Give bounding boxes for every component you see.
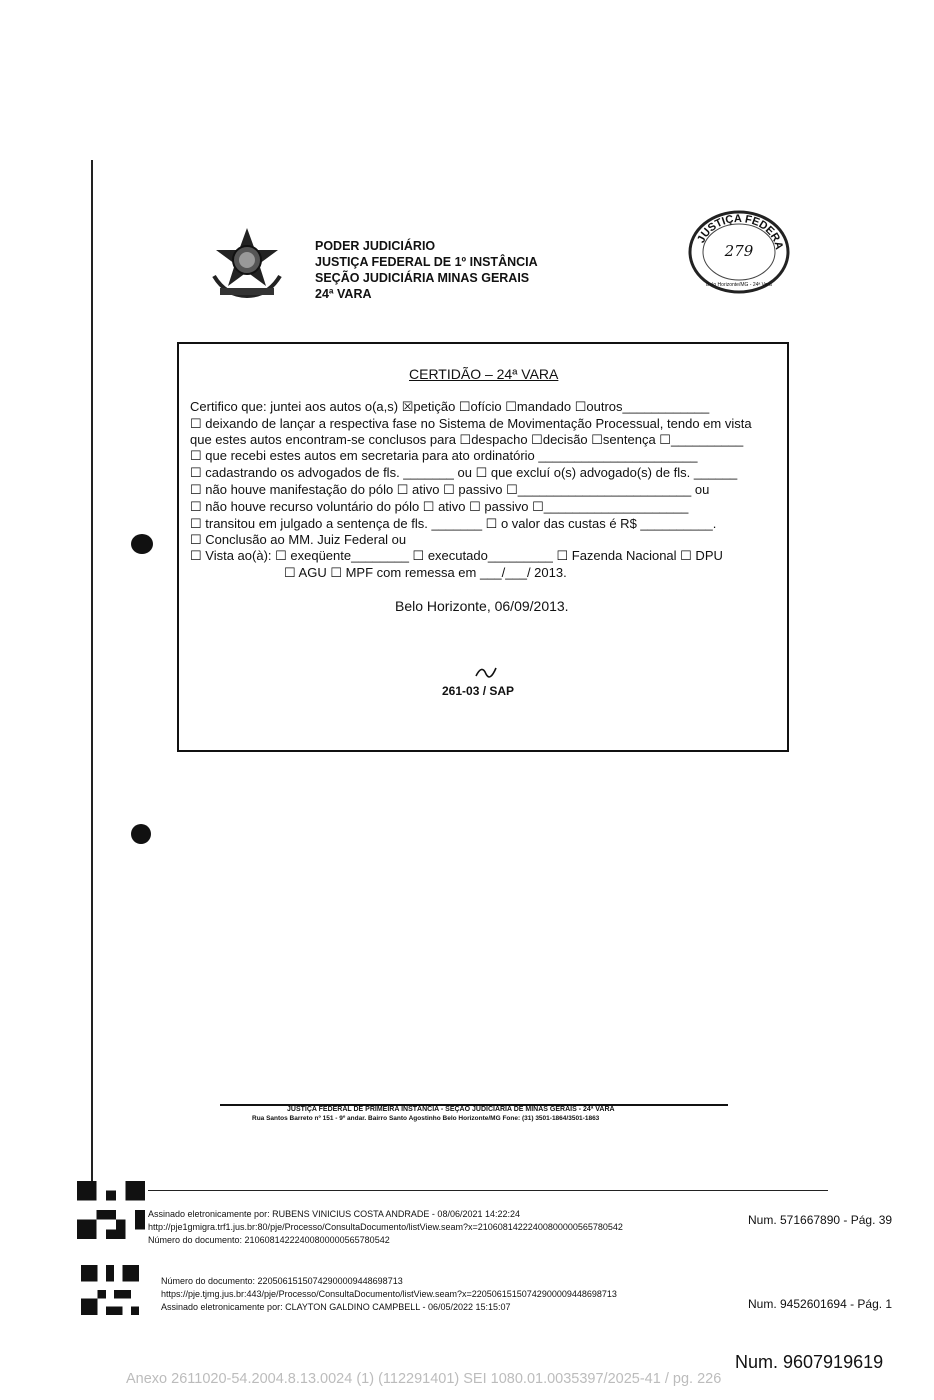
page-bottom-line	[148, 1190, 828, 1191]
signature-2-doc-number: Número do documento: 22050615150742900009448698713	[161, 1276, 403, 1286]
certidao-line-8: ☐ transitou em julgado a sentença de fls. _______ ☐ o valor das custas é R$ __________.	[190, 516, 717, 531]
certidao-line-9: ☐ Conclusão ao MM. Juiz Federal ou	[190, 532, 407, 547]
header-line-1: PODER JUDICIÁRIO	[315, 239, 436, 253]
signature-1-block	[148, 1208, 623, 1247]
certidao-title: CERTIDÃO – 24ª VARA	[409, 366, 559, 382]
stamp-handwritten-number: 279	[724, 242, 754, 260]
certidao-line-3: que estes autos encontram-se conclusos para ☐despacho ☐decisão ☐sentença ☐__________	[190, 432, 744, 447]
certidao-line-10: ☐ Vista ao(à): ☐ exeqüente________ ☐ executado_________ ☐ Fazenda Nacional ☐ DPU	[190, 548, 723, 563]
qr-code-icon	[77, 1265, 143, 1315]
signature-1-url[interactable]: http://pje1gmigra.trf1.jus.br:80/pje/Processo/ConsultaDocumento/listView.seam?x=21060814222400800000565780542	[148, 1222, 623, 1232]
certidao-line-1: Certifico que: juntei aos autos o(a,s) ☒petição ☐ofício ☐mandado ☐outros____________	[190, 399, 710, 414]
certidao-line-11: ☐ AGU ☐ MPF com remessa em ___/___/ 2013.	[284, 565, 567, 580]
stamp-bottom-text: Belo Horizonte/MG - 24ª Vara	[706, 282, 772, 288]
certidao-date: Belo Horizonte, 06/09/2013.	[395, 598, 569, 614]
signature-2-url[interactable]: https://pje.tjmg.jus.br:443/pje/Processo/ConsultaDocumento/listView.seam?x=22050615150742900009448698713	[161, 1289, 617, 1299]
annex-watermark-line: Anexo 2611020-54.2004.8.13.0024 (1) (112291401) SEI 1080.01.0035397/2025-41 / pg. 226	[126, 1371, 722, 1387]
signature-2-num: Num. 9452601694 - Pág. 1	[748, 1297, 893, 1311]
signature-2-block	[161, 1275, 617, 1314]
certidao-line-2: ☐ deixando de lançar a respectiva fase no Sistema de Movimentação Processual, tendo em vista	[190, 416, 752, 431]
court-header	[315, 238, 538, 302]
left-margin-line	[91, 160, 93, 1195]
certidao-code: 261-03 / SAP	[442, 684, 515, 698]
footer-line-1: JUSTIÇA FEDERAL DE PRIMEIRA INSTÂNCIA - SEÇÃO JUDICIÁRIA DE MINAS GERAIS - 24ª VARA	[287, 1106, 615, 1113]
header-line-4: 24ª VARA	[315, 287, 372, 301]
certidao-line-7: ☐ não houve recurso voluntário do pólo ☐ ativo ☐ passivo ☐____________________	[190, 499, 689, 514]
header-line-2: JUSTIÇA FEDERAL DE 1º INSTÂNCIA	[315, 255, 538, 269]
certidao-line-6: ☐ não houve manifestação do pólo ☐ ativo ☐ passivo ☐________________________ ou	[190, 482, 710, 497]
qr-code-icon	[77, 1181, 145, 1239]
footer-line-2: Rua Santos Barreto nº 151 - 9º andar. Bairro Santo Agostinho Belo Horizonte/MG Fone: (31) 3501-1864/3501-1863	[252, 1115, 600, 1122]
document-number: Num. 9607919619	[735, 1352, 884, 1372]
signature-1-doc-number: Número do documento: 21060814222400800000565780542	[148, 1235, 390, 1245]
punch-hole-mark	[131, 824, 151, 844]
justica-federal-stamp	[688, 210, 790, 294]
punch-hole-mark	[131, 534, 153, 554]
stamp-icon	[688, 210, 790, 294]
signature-1-line-1: Assinado eletronicamente por: RUBENS VINICIUS COSTA ANDRADE - 08/06/2021 14:22:24	[148, 1209, 521, 1219]
certidao-line-5: ☐ cadastrando os advogados de fls. _______ ou ☐ que excluí o(s) advogado(s) de fls. ______	[190, 465, 738, 480]
signature-1-num: Num. 571667890 - Pág. 39	[748, 1213, 893, 1227]
certidao-line-4: ☐ que recebi estes autos em secretaria para ato ordinatório ______________________	[190, 448, 698, 463]
stamp-outer-text: JUSTIÇA FEDERA	[695, 212, 785, 251]
signature-2-signer: Assinado eletronicamente por: CLAYTON GALDINO CAMPBELL - 06/05/2022 15:15:07	[161, 1302, 511, 1312]
header-line-3: SEÇÃO JUDICIÁRIA MINAS GERAIS	[315, 271, 530, 285]
initials-signature-icon	[474, 662, 500, 682]
brazil-coat-of-arms-icon	[206, 226, 288, 300]
